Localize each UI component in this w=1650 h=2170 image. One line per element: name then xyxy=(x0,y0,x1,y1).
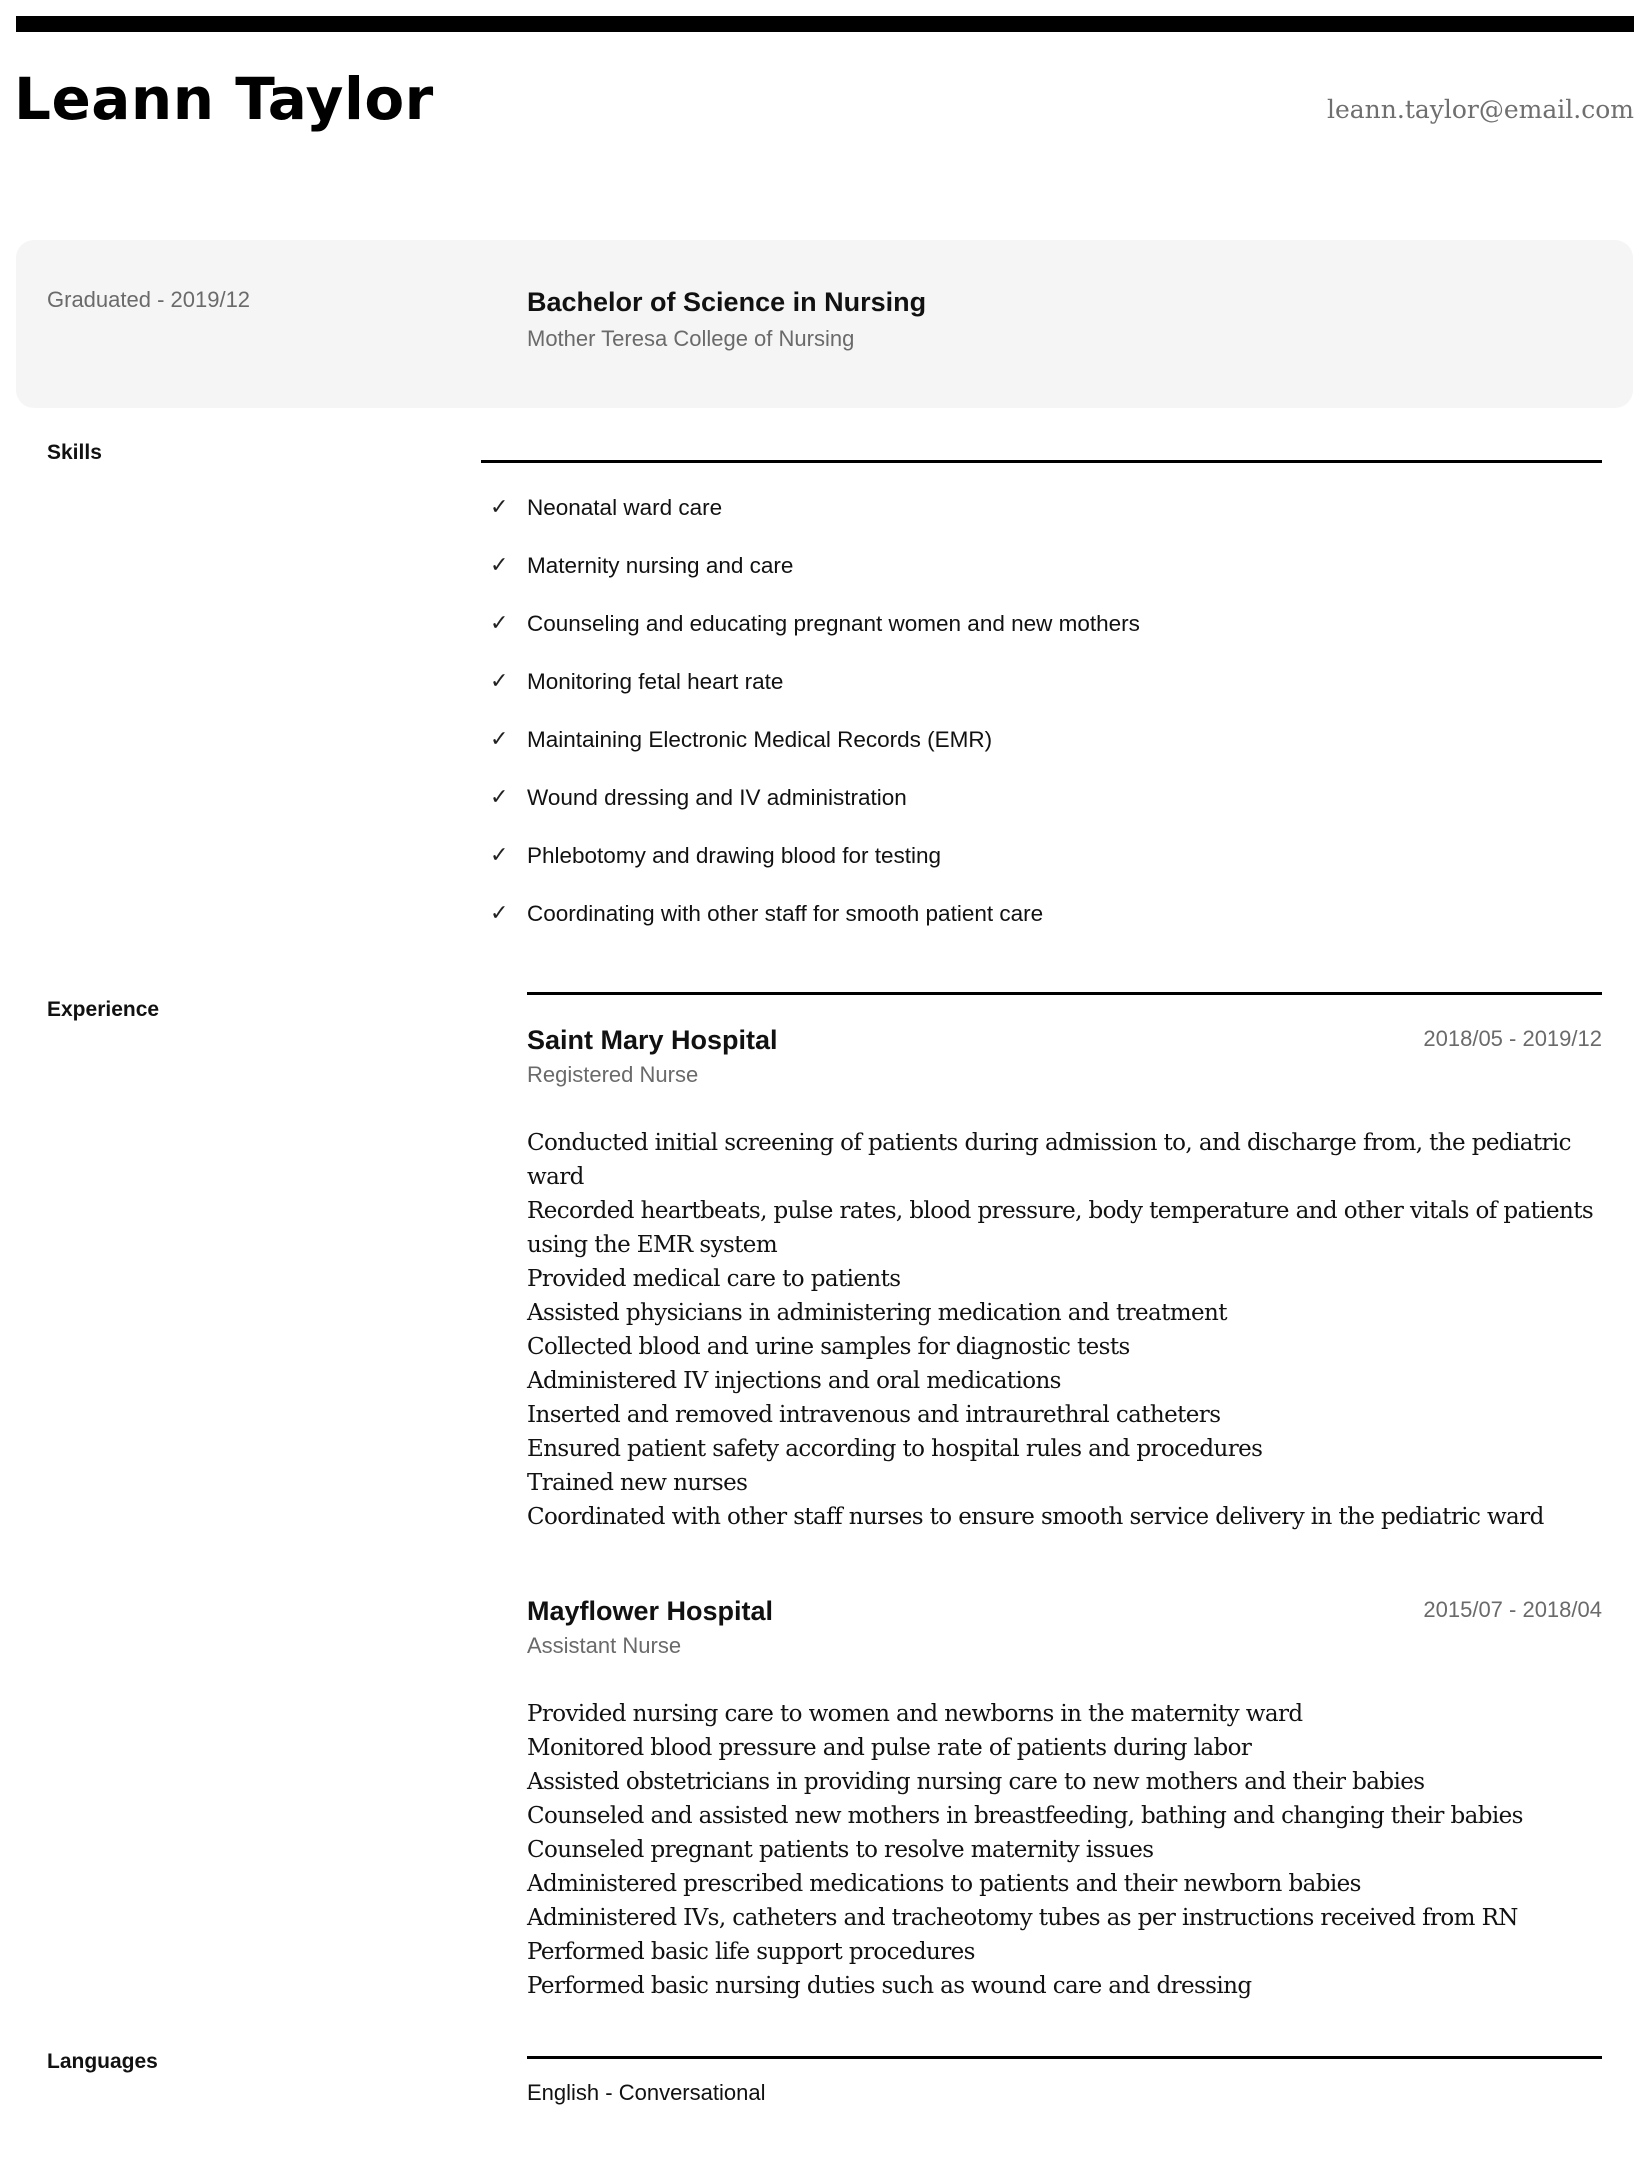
skill-item xyxy=(490,899,1140,957)
job-bullet: Counseled and assisted new mothers in breastfeeding, bathing and changing their babies xyxy=(527,1803,1523,1830)
skill-text: Phlebotomy and drawing blood for testing xyxy=(527,843,942,868)
check-icon: ✓ xyxy=(490,552,509,577)
job-dates: 2018/05 - 2019/12 xyxy=(1423,1026,1602,1051)
check-icon: ✓ xyxy=(490,784,509,809)
top-accent-bar xyxy=(16,16,1634,32)
job-bullet: Administered IVs, catheters and tracheotomy tubes as per instructions received from RN xyxy=(527,1905,1518,1932)
email-address: leann.taylor@email.com xyxy=(1326,95,1634,124)
job-bullet: Coordinated with other staff nurses to ensure smooth service delivery in the pediatric ward xyxy=(527,1504,1544,1531)
skill-text: Counseling and educating pregnant women and new mothers xyxy=(527,611,1140,636)
check-icon: ✓ xyxy=(490,668,509,693)
job-company: Mayflower Hospital xyxy=(527,1596,774,1626)
job-bullet: Trained new nurses xyxy=(527,1470,748,1497)
check-icon: ✓ xyxy=(490,494,509,519)
skill-item xyxy=(490,783,1140,841)
skill-item xyxy=(490,841,1140,899)
job-bullets xyxy=(527,1697,1602,2003)
job-bullet: Assisted physicians in administering medication and treatment xyxy=(527,1300,1227,1327)
job-bullet: Assisted obstetricians in providing nursing care to new mothers and their babies xyxy=(527,1769,1425,1796)
education-card xyxy=(16,240,1633,408)
job-bullet: Provided medical care to patients xyxy=(527,1266,901,1293)
school-name: Mother Teresa College of Nursing xyxy=(527,326,855,351)
job-bullet: Counseled pregnant patients to resolve maternity issues xyxy=(527,1837,1154,1864)
check-icon: ✓ xyxy=(490,842,509,867)
skill-item xyxy=(490,493,1140,551)
job-dates: 2015/07 - 2018/04 xyxy=(1423,1597,1602,1622)
job-bullet: Recorded heartbeats, pulse rates, blood pressure, body temperature and other vitals of patients using the EMR system xyxy=(527,1198,1594,1259)
job-bullets xyxy=(527,1126,1602,1534)
skills-heading: Skills xyxy=(47,441,102,464)
experience-heading: Experience xyxy=(47,998,160,1021)
job-header xyxy=(527,1595,1602,1635)
skills-divider xyxy=(481,460,1602,463)
job-entry xyxy=(527,1024,1602,1534)
job-role: Registered Nurse xyxy=(527,1062,699,1087)
job-bullet: Performed basic life support procedures xyxy=(527,1939,975,1966)
job-bullet: Inserted and removed intravenous and intraurethral catheters xyxy=(527,1402,1221,1429)
experience-divider xyxy=(527,992,1602,995)
language-item: English - Conversational xyxy=(527,2080,766,2105)
skill-text: Maternity nursing and care xyxy=(527,553,794,578)
job-role: Assistant Nurse xyxy=(527,1633,682,1658)
degree-title: Bachelor of Science in Nursing xyxy=(527,287,927,317)
skill-text: Wound dressing and IV administration xyxy=(527,785,907,810)
check-icon: ✓ xyxy=(490,610,509,635)
skills-list xyxy=(490,493,1140,957)
job-company: Saint Mary Hospital xyxy=(527,1025,778,1055)
job-bullet: Conducted initial screening of patients during admission to, and discharge from, the pediatric ward xyxy=(527,1130,1571,1191)
skill-text: Coordinating with other staff for smooth patient care xyxy=(527,901,1044,926)
job-bullet: Provided nursing care to women and newborns in the maternity ward xyxy=(527,1701,1303,1728)
job-bullet: Administered prescribed medications to patients and their newborn babies xyxy=(527,1871,1361,1898)
skill-text: Monitoring fetal heart rate xyxy=(527,669,784,694)
check-icon: ✓ xyxy=(490,726,509,751)
job-bullet: Ensured patient safety according to hospital rules and procedures xyxy=(527,1436,1263,1463)
job-bullet: Collected blood and urine samples for diagnostic tests xyxy=(527,1334,1130,1361)
job-header xyxy=(527,1024,1602,1064)
skill-text: Maintaining Electronic Medical Records (EMR) xyxy=(527,727,993,752)
languages-heading: Languages xyxy=(47,2050,158,2073)
graduation-date: Graduated - 2019/12 xyxy=(47,287,251,312)
languages-divider xyxy=(527,2056,1602,2059)
skill-text: Neonatal ward care xyxy=(527,495,723,520)
job-bullet: Monitored blood pressure and pulse rate of patients during labor xyxy=(527,1735,1252,1762)
candidate-name: Leann Taylor xyxy=(14,65,434,133)
skill-item xyxy=(490,609,1140,667)
skill-item xyxy=(490,667,1140,725)
job-entry xyxy=(527,1595,1602,2003)
check-icon: ✓ xyxy=(490,900,509,925)
job-bullet: Performed basic nursing duties such as wound care and dressing xyxy=(527,1973,1252,2000)
job-bullet: Administered IV injections and oral medications xyxy=(527,1368,1061,1395)
skill-item xyxy=(490,551,1140,609)
skill-item xyxy=(490,725,1140,783)
